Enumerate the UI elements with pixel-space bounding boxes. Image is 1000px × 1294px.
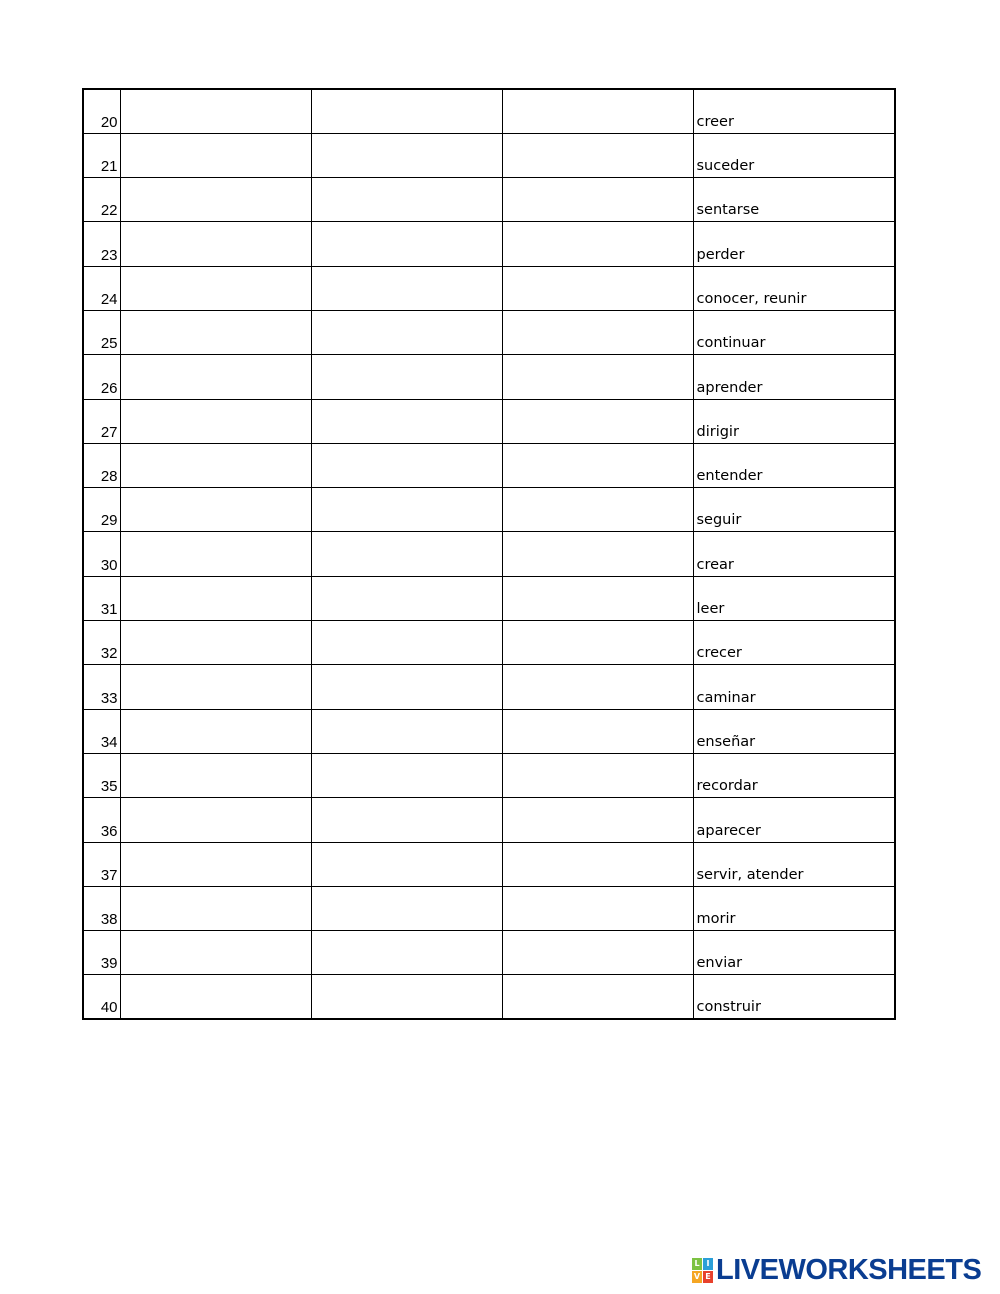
row-number: 25: [83, 310, 120, 354]
answer-cell-2[interactable]: [311, 842, 502, 886]
verb-meaning: suceder: [693, 133, 895, 177]
answer-cell-1[interactable]: [120, 621, 311, 665]
row-number: 37: [83, 842, 120, 886]
table-row: [83, 621, 895, 665]
answer-cell-2[interactable]: [311, 576, 502, 620]
row-number: 32: [83, 621, 120, 665]
verb-meaning: continuar: [693, 310, 895, 354]
answer-cell-3[interactable]: [502, 355, 693, 399]
answer-cell-3[interactable]: [502, 443, 693, 487]
answer-cell-3[interactable]: [502, 621, 693, 665]
logo-tile: I: [703, 1258, 713, 1270]
table-row: [83, 842, 895, 886]
table-row: [83, 399, 895, 443]
table-row: [83, 931, 895, 975]
table-row: [83, 798, 895, 842]
answer-cell-1[interactable]: [120, 133, 311, 177]
answer-cell-2[interactable]: [311, 399, 502, 443]
answer-cell-2[interactable]: [311, 133, 502, 177]
row-number: 29: [83, 488, 120, 532]
table-row: [83, 532, 895, 576]
table-row: [83, 665, 895, 709]
answer-cell-1[interactable]: [120, 399, 311, 443]
answer-cell-3[interactable]: [502, 532, 693, 576]
row-number: 35: [83, 753, 120, 797]
answer-cell-1[interactable]: [120, 709, 311, 753]
table-row: [83, 89, 895, 133]
answer-cell-1[interactable]: [120, 355, 311, 399]
answer-cell-1[interactable]: [120, 665, 311, 709]
answer-cell-2[interactable]: [311, 222, 502, 266]
table-row: [83, 975, 895, 1019]
answer-cell-3[interactable]: [502, 310, 693, 354]
answer-cell-2[interactable]: [311, 665, 502, 709]
row-number: 34: [83, 709, 120, 753]
answer-cell-3[interactable]: [502, 709, 693, 753]
row-number: 28: [83, 443, 120, 487]
answer-cell-3[interactable]: [502, 886, 693, 930]
answer-cell-3[interactable]: [502, 488, 693, 532]
answer-cell-2[interactable]: [311, 178, 502, 222]
liveworksheets-brand: [692, 1256, 981, 1284]
verb-meaning: recordar: [693, 753, 895, 797]
table-row: [83, 488, 895, 532]
answer-cell-3[interactable]: [502, 178, 693, 222]
table-row: [83, 576, 895, 620]
verb-meaning: creer: [693, 89, 895, 133]
table-row: [83, 886, 895, 930]
row-number: 26: [83, 355, 120, 399]
answer-cell-1[interactable]: [120, 89, 311, 133]
verb-meaning: enviar: [693, 931, 895, 975]
answer-cell-2[interactable]: [311, 621, 502, 665]
logo-tile: V: [693, 1271, 701, 1281]
verb-meaning: construir: [693, 975, 895, 1019]
row-number: 23: [83, 222, 120, 266]
answer-cell-3[interactable]: [502, 266, 693, 310]
row-number: 38: [83, 886, 120, 930]
table-row: [83, 443, 895, 487]
verb-meaning: perder: [693, 222, 895, 266]
row-number: 21: [83, 133, 120, 177]
answer-cell-1[interactable]: [120, 753, 311, 797]
verb-meaning: caminar: [693, 665, 895, 709]
answer-cell-1[interactable]: [120, 310, 311, 354]
verb-meaning: crecer: [693, 621, 895, 665]
table-row: [83, 133, 895, 177]
answer-cell-2[interactable]: [311, 532, 502, 576]
logo-tile: L: [692, 1258, 702, 1270]
verb-meaning: dirigir: [693, 399, 895, 443]
answer-cell-2[interactable]: [311, 931, 502, 975]
answer-cell-1[interactable]: [120, 532, 311, 576]
table-row: [83, 709, 895, 753]
answer-cell-3[interactable]: [502, 576, 693, 620]
verb-meaning: leer: [693, 576, 895, 620]
answer-cell-2[interactable]: [311, 886, 502, 930]
answer-cell-1[interactable]: [120, 222, 311, 266]
answer-cell-1[interactable]: [120, 576, 311, 620]
row-number: 36: [83, 798, 120, 842]
answer-cell-2[interactable]: [311, 709, 502, 753]
answer-cell-3[interactable]: [502, 222, 693, 266]
answer-cell-2[interactable]: [311, 310, 502, 354]
answer-cell-2[interactable]: [311, 266, 502, 310]
row-number: 39: [83, 931, 120, 975]
answer-cell-3[interactable]: [502, 842, 693, 886]
verb-meaning: morir: [693, 886, 895, 930]
table-row: [83, 310, 895, 354]
logo-tile: E: [703, 1271, 713, 1283]
verb-meaning: servir, atender: [693, 842, 895, 886]
answer-cell-2[interactable]: [311, 975, 502, 1019]
brand-name: LIVEWORKSHEETS: [716, 1254, 982, 1286]
table-row: [83, 266, 895, 310]
row-number: 22: [83, 178, 120, 222]
row-number: 30: [83, 532, 120, 576]
row-number: 31: [83, 576, 120, 620]
answer-cell-1[interactable]: [120, 266, 311, 310]
row-number: 33: [83, 665, 120, 709]
verb-worksheet-table: [82, 88, 896, 1020]
row-number: 40: [83, 975, 120, 1019]
table-row: [83, 178, 895, 222]
answer-cell-3[interactable]: [502, 89, 693, 133]
answer-cell-3[interactable]: [502, 975, 693, 1019]
answer-cell-1[interactable]: [120, 931, 311, 975]
answer-cell-1[interactable]: [120, 488, 311, 532]
verb-meaning: enseñar: [693, 709, 895, 753]
verb-meaning: aparecer: [693, 798, 895, 842]
answer-cell-1[interactable]: [120, 798, 311, 842]
answer-cell-2[interactable]: [311, 798, 502, 842]
liveworksheets-logo-icon: [692, 1258, 713, 1283]
answer-cell-1[interactable]: [120, 443, 311, 487]
row-number: 20: [83, 89, 120, 133]
table-row: [83, 222, 895, 266]
answer-cell-1[interactable]: [120, 975, 311, 1019]
row-number: 27: [83, 399, 120, 443]
verb-meaning: sentarse: [693, 178, 895, 222]
row-number: 24: [83, 266, 120, 310]
answer-cell-3[interactable]: [502, 931, 693, 975]
answer-cell-2[interactable]: [311, 443, 502, 487]
answer-cell-1[interactable]: [120, 178, 311, 222]
verb-meaning: crear: [693, 532, 895, 576]
table-row: [83, 753, 895, 797]
verb-meaning: aprender: [693, 355, 895, 399]
table-body: [83, 89, 895, 1019]
answer-cell-3[interactable]: [502, 399, 693, 443]
answer-cell-1[interactable]: [120, 842, 311, 886]
answer-cell-3[interactable]: [502, 665, 693, 709]
answer-cell-2[interactable]: [311, 753, 502, 797]
table-row: [83, 355, 895, 399]
verb-meaning: conocer, reunir: [693, 266, 895, 310]
answer-cell-3[interactable]: [502, 133, 693, 177]
answer-cell-2[interactable]: [311, 488, 502, 532]
verb-meaning: seguir: [693, 488, 895, 532]
answer-cell-1[interactable]: [120, 886, 311, 930]
answer-cell-3[interactable]: [502, 753, 693, 797]
verb-meaning: entender: [693, 443, 895, 487]
answer-cell-3[interactable]: [502, 798, 693, 842]
answer-cell-2[interactable]: [311, 89, 502, 133]
answer-cell-2[interactable]: [311, 355, 502, 399]
